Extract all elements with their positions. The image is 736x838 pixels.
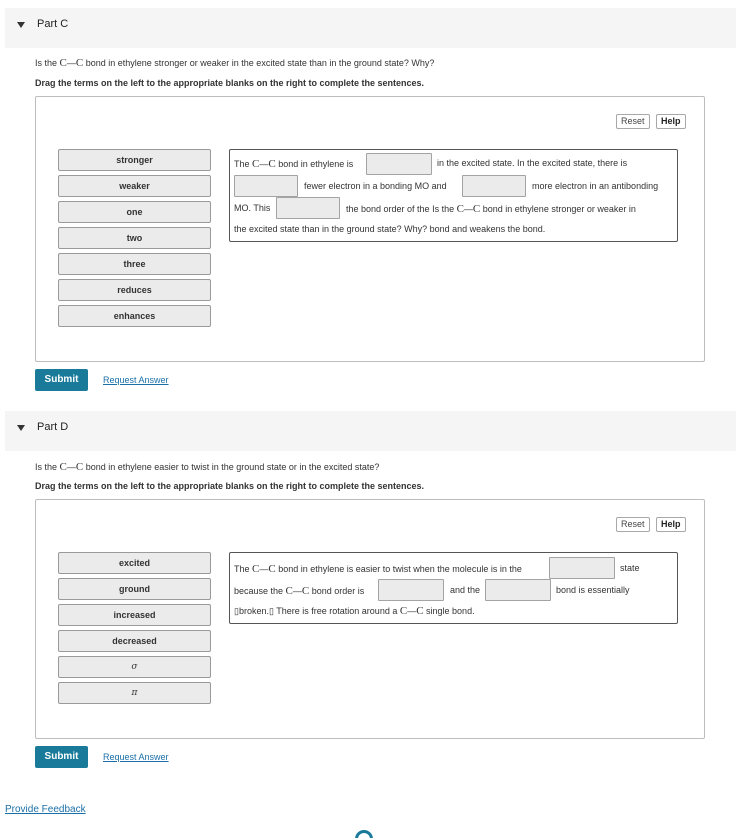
drop-blank-1[interactable] (366, 153, 432, 175)
submit-button[interactable]: Submit (35, 369, 88, 391)
request-answer-link[interactable]: Request Answer (103, 752, 169, 762)
term-pi[interactable]: π (58, 682, 211, 704)
term-one[interactable]: one (58, 201, 211, 223)
sentence-line: The C—C bond in ethylene is easier to twist when the molecule is in the (234, 563, 522, 575)
sentence-box (229, 552, 678, 624)
term-sigma[interactable]: σ (58, 656, 211, 678)
term-excited[interactable]: excited (58, 552, 211, 574)
drop-blank-1[interactable] (549, 557, 615, 579)
sentence-line: The C—C bond in ethylene is (234, 158, 354, 170)
sentence-line: state (620, 563, 640, 573)
request-answer-link[interactable]: Request Answer (103, 375, 169, 385)
drag-drop-panel (35, 96, 705, 362)
sentence-line: MO. This (234, 203, 271, 213)
term-stronger[interactable]: stronger (58, 149, 211, 171)
drop-blank-4[interactable] (276, 197, 340, 219)
sentence-line: bond is essentially (556, 585, 630, 595)
sentence-box (229, 149, 678, 242)
sentence-line: more electron in an antibonding (532, 181, 659, 191)
instruction-text: Drag the terms on the left to the appropriate blanks on the right to complete the sentences. (35, 481, 425, 491)
term-decreased[interactable]: decreased (58, 630, 211, 652)
collapse-caret-icon[interactable] (17, 22, 25, 28)
instruction-text: Drag the terms on the left to the appropriate blanks on the right to complete the sentences. (35, 78, 425, 88)
sentence-line: in the excited state. In the excited state, there is (437, 158, 628, 168)
provide-feedback-link[interactable]: Provide Feedback (5, 804, 86, 815)
sentence-line: the bond order of the Is the C—C bond in ethylene stronger or weaker in (346, 203, 636, 215)
question-text: Is the C—C bond in ethylene stronger or weaker in the excited state than in the ground state? Why? (35, 57, 435, 69)
term-three[interactable]: three (58, 253, 211, 275)
drop-blank-2[interactable] (234, 175, 298, 197)
part-c-header[interactable] (5, 8, 736, 48)
sentence-line: ▯broken.▯ There is free rotation around a C—C single bond. (234, 605, 475, 617)
submit-button[interactable]: Submit (35, 746, 88, 768)
reset-button[interactable]: Reset (616, 517, 650, 532)
reset-button[interactable]: Reset (616, 114, 650, 129)
term-reduces[interactable]: reduces (58, 279, 211, 301)
question-text: Is the C—C bond in ethylene easier to twist in the ground state or in the excited state? (35, 461, 380, 473)
term-ground[interactable]: ground (58, 578, 211, 600)
part-title: Part D (37, 421, 69, 433)
help-button[interactable]: Help (656, 517, 686, 532)
sentence-line: fewer electron in a bonding MO and (304, 181, 447, 191)
term-weaker[interactable]: weaker (58, 175, 211, 197)
drop-blank-3[interactable] (485, 579, 551, 601)
brand-logo-icon (355, 830, 373, 838)
sentence-line: and the (450, 585, 481, 595)
term-two[interactable]: two (58, 227, 211, 249)
sentence-line: because the C—C bond order is (234, 585, 365, 597)
drop-blank-2[interactable] (378, 579, 444, 601)
drag-drop-panel (35, 499, 705, 739)
drop-blank-3[interactable] (462, 175, 526, 197)
term-increased[interactable]: increased (58, 604, 211, 626)
part-title: Part C (37, 18, 69, 30)
collapse-caret-icon[interactable] (17, 425, 25, 431)
help-button[interactable]: Help (656, 114, 686, 129)
term-enhances[interactable]: enhances (58, 305, 211, 327)
part-d-header[interactable] (5, 411, 736, 451)
sentence-line: the excited state than in the ground state? Why? bond and weakens the bond. (234, 224, 546, 234)
